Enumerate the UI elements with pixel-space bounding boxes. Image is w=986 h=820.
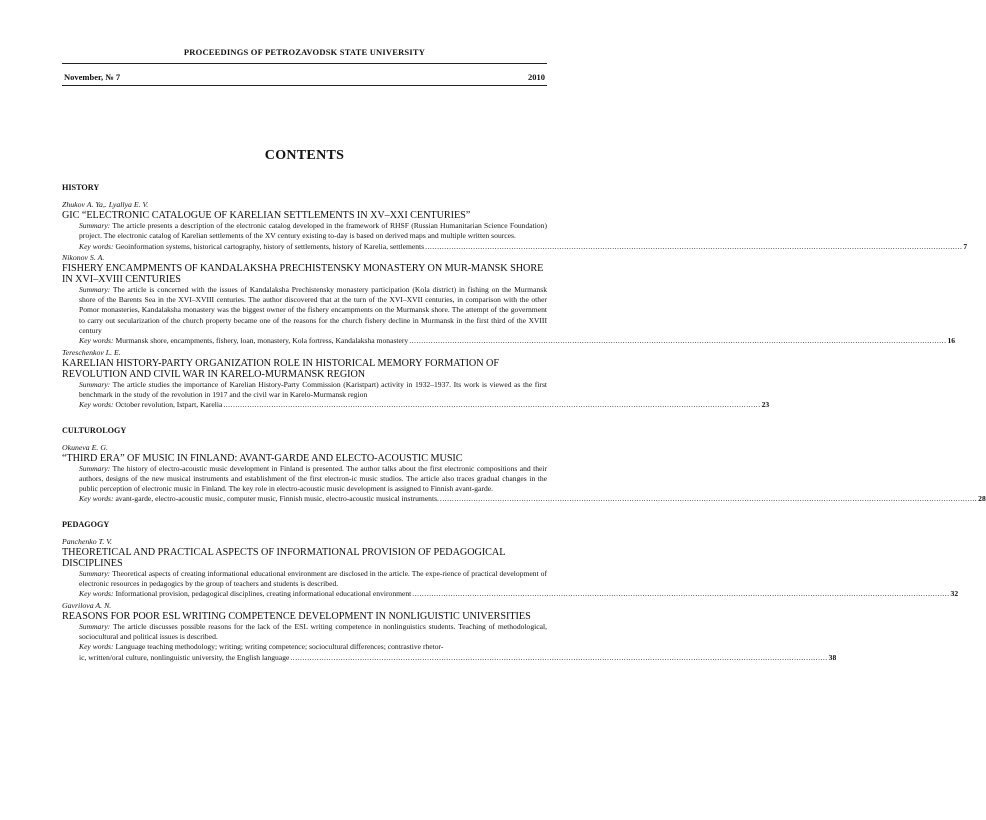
section-heading-history: HISTORY [62, 183, 100, 192]
entry-summary [79, 380, 547, 401]
issue-year: 2010 [528, 72, 545, 82]
entry-authors: Okuneva E. G. [62, 442, 108, 452]
entry-keywords [79, 642, 837, 663]
summary-text: The article studies the importance of Karelian History-Party Commission (Karistpart) activity in 1932–1937. Its work is viewed as the first benchmark in the study of the revolution in 1917 and the civil war in Karelo-Murmansk region [79, 379, 548, 399]
page-number[interactable]: 23 [761, 400, 770, 410]
keywords-text: ic, written/oral culture, nonlinguistic university, the English language [79, 652, 290, 662]
keywords-label: Key words: [79, 642, 114, 652]
summary-label: Summary: [79, 284, 111, 294]
table-of-contents [62, 182, 986, 664]
toc-entry[interactable] [62, 600, 837, 663]
entry-summary [79, 464, 547, 495]
leader-dots [290, 653, 827, 663]
page-number[interactable]: 38 [828, 652, 837, 662]
page-number[interactable]: 7 [963, 241, 968, 251]
toc-entry[interactable] [62, 200, 968, 252]
summary-text: The article discusses possible reasons for the lack of the ESL writing competence in nonlinguistics students. Teaching of methodological, sociocultural and political issues is described. [79, 621, 548, 641]
entry-summary [79, 285, 547, 336]
leader-dots [425, 242, 962, 252]
entry-authors: Zhukov A. Ya,. Lyallya E. V. [62, 200, 149, 209]
summary-label: Summary: [79, 621, 111, 631]
keywords-text: avant-garde, electro-acoustic music, computer music, Finnish music, electro-acoustic musical instruments. [115, 494, 439, 504]
entry-title[interactable]: KARELIAN HISTORY-PARTY ORGANIZATION ROLE IN HISTORICAL MEMORY FORMATION OF REVOLUTION AND CIVIL WAR IN KARELO-MURMANSK REGION [62, 357, 499, 380]
header-rule-bottom [62, 85, 547, 86]
toc-entry[interactable] [62, 442, 986, 505]
keywords-text: October revolution, Istpart, Karelia [115, 400, 223, 410]
header-rule-top [62, 63, 547, 64]
entry-authors: Tereschenkov L. E. [62, 347, 121, 357]
page-number[interactable]: 32 [950, 589, 959, 599]
toc-entry[interactable] [62, 536, 959, 600]
entry-authors: Gavrilova A. N. [62, 600, 112, 610]
summary-text: The article presents a description of the electronic catalog developed in the framework of RHSF (Russian Humanitarian Science Foundation) project. The electronic catalog of Karelian settlements of the XV century existing to-day is based on derived maps and multiple written sources. [79, 221, 547, 241]
keywords-label: Key words: [79, 241, 114, 251]
entry-authors: Panchenko T. V. [62, 536, 112, 546]
section-heading-culturology: CULTUROLOGY [62, 425, 127, 435]
section-heading-pedagogy: PEDAGOGY [62, 519, 110, 529]
entry-title[interactable]: THEORETICAL AND PRACTICAL ASPECTS OF INFORMATIONAL PROVISION OF PEDAGOGICAL DISCIPLINES [62, 546, 506, 569]
entry-title[interactable]: FISHERY ENCAMPMENTS OF KANDALAKSHA PRECHISTENSKY MONASTERY ON MUR-MANSK SHORE IN XVI–XVIII CENTURIES [62, 262, 544, 285]
entry-title[interactable]: “THIRD ERA” OF MUSIC IN FINLAND: AVANT-GARDE AND ELECTO-ACOUSTIC MUSIC [62, 452, 463, 464]
toc-entry[interactable] [62, 347, 770, 411]
keywords-text: Geoinformation systems, historical cartography, history of settlements, history of Karelia, settlements [115, 241, 425, 251]
leader-dots [409, 336, 946, 346]
keywords-text: Murmansk shore, encampments, fishery, loan, monastery, Kola fortress, Kandalaksha monastery [115, 336, 409, 346]
entry-summary [79, 569, 547, 590]
contents-heading: CONTENTS [264, 148, 345, 163]
entry-keywords [79, 400, 770, 410]
entry-title[interactable]: GIC “ELECTRONIC CATALOGUE OF KARELIAN SETTLEMENTS IN XV–XXI CENTURIES” [62, 210, 471, 221]
entry-keywords [79, 494, 986, 504]
summary-text: Theoretical aspects of creating informational educational environment are disclosed in the article. The expe-rience of practical development of electronic resources in pedagogics by the group of teachers and students is described. [79, 568, 548, 589]
entry-keywords [79, 589, 959, 599]
summary-text: The article is concerned with the issues of Kandalaksha Prechistensky monastery participation (Kola district) in fishing on the Murmansk shore of the Barents Sea in the XVI–XVIII centuries. The author discovered that at the turn of the XVI–XVII centuries, in comparison with the other Pomor monasteries, Kandalaksha monastery was the biggest owner of the fishery encampments on the Murmansk shore. The attempt of the government to carry out secularization of the church property became one of the reasons for the church fishery decline in Murmansk in the first third of the XVIII century [79, 284, 547, 336]
keywords-text: Informational provision, pedagogical disciplines, creating informational educational environment [115, 589, 412, 599]
entry-summary [79, 622, 547, 643]
summary-text: The history of electro-acoustic music development in Finland is presented. The author talks about the first electronic compositions and their authors, designs of the new musical instruments and establishment of the first electron-ic music studios. The article also traces gradual changes in the public perception of electronic music in Finland. The key role in electro-acoustic music development is assigned to Finnish avant-garde. [79, 463, 547, 494]
keywords-label: Key words: [79, 336, 114, 346]
entry-summary [79, 221, 547, 242]
leader-dots [440, 494, 977, 504]
entry-title[interactable]: REASONS FOR POOR ESL WRITING COMPETENCE DEVELOPMENT IN NONLIGUISTIC UNIVERSITIES [62, 610, 531, 622]
page-number[interactable]: 16 [947, 336, 956, 346]
entry-keywords [79, 241, 968, 252]
keywords-label: Key words: [79, 494, 114, 504]
journal-title: PROCEEDINGS OF PETROZAVODSK STATE UNIVERSITY [183, 47, 426, 57]
summary-label: Summary: [79, 568, 111, 578]
leader-dots [412, 589, 949, 599]
summary-label: Summary: [79, 221, 111, 230]
summary-label: Summary: [79, 463, 111, 473]
issue-number: November, № 7 [64, 72, 121, 82]
summary-label: Summary: [79, 379, 111, 389]
keywords-label: Key words: [79, 589, 114, 599]
keywords-text: Language teaching methodology; writing; writing competence; sociocultural differences; contrastive rhetor- [115, 642, 444, 652]
entry-authors: Nikonov S. A. [62, 252, 105, 262]
keywords-label: Key words: [79, 400, 114, 410]
page-number[interactable]: 28 [978, 494, 986, 504]
toc-entry[interactable] [62, 252, 956, 347]
entry-keywords [79, 336, 956, 346]
leader-dots [223, 400, 760, 410]
